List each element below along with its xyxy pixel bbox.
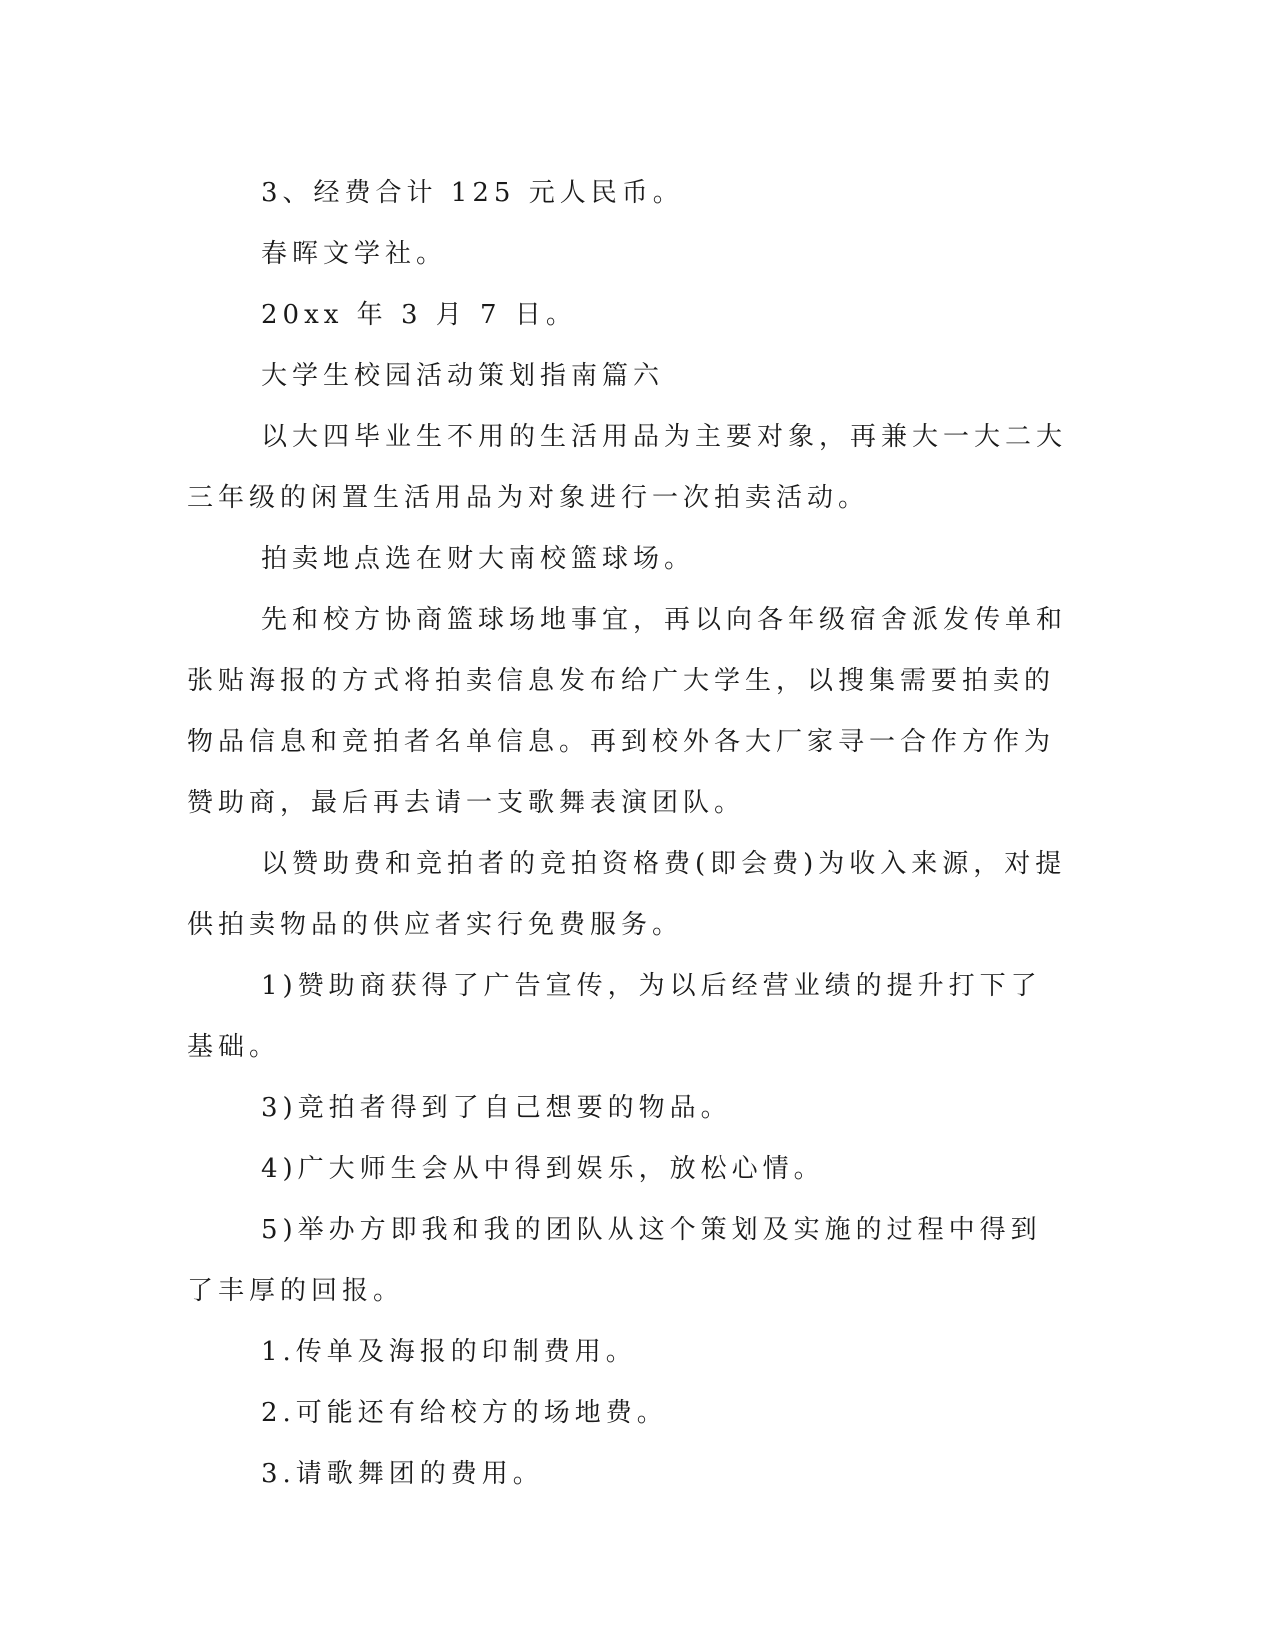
benefit-item-1: 1)赞助商获得了广告宣传，为以后经营业绩的提升打下了基础。	[187, 971, 1042, 1062]
paragraph-process: 先和校方协商篮球场地事宜，再以向各年级宿舍派发传单和张贴海报的方式将拍卖信息发布给广大学生，以搜集需要拍卖的物品信息和竞拍者名单信息。再到校外各大厂家寻一合作方作为赞助商，最后再去请一支歌舞表演团队。	[187, 605, 1068, 818]
paragraph-objective: 以大四毕业生不用的生活用品为主要对象，再兼大一大二大三年级的闲置生活用品为对象进行一次拍卖活动。	[187, 422, 1068, 513]
section-heading: 大学生校园活动策划指南篇六	[261, 361, 665, 391]
paragraph-location: 拍卖地点选在财大南校篮球场。	[261, 544, 696, 574]
paragraph-budget-total: 3、经费合计 125 元人民币。	[261, 178, 684, 208]
document-body	[187, 163, 1067, 1505]
paragraph-signature-club: 春晖文学社。	[261, 239, 448, 269]
benefit-item-4: 4)广大师生会从中得到娱乐，放松心情。	[261, 1154, 825, 1184]
benefit-item-3: 3)竞拍者得到了自己想要的物品。	[261, 1093, 732, 1123]
cost-item-2: 2.可能还有给校方的场地费。	[261, 1398, 668, 1428]
benefit-item-5: 5)举办方即我和我的团队从这个策划及实施的过程中得到了丰厚的回报。	[187, 1215, 1042, 1306]
paragraph-date: 20xx 年 3 月 7 日。	[261, 300, 577, 330]
cost-item-3: 3.请歌舞团的费用。	[261, 1459, 544, 1489]
cost-item-1: 1.传单及海报的印制费用。	[261, 1337, 637, 1367]
paragraph-income: 以赞助费和竞拍者的竞拍资格费(即会费)为收入来源，对提供拍卖物品的供应者实行免费服务。	[187, 849, 1067, 940]
